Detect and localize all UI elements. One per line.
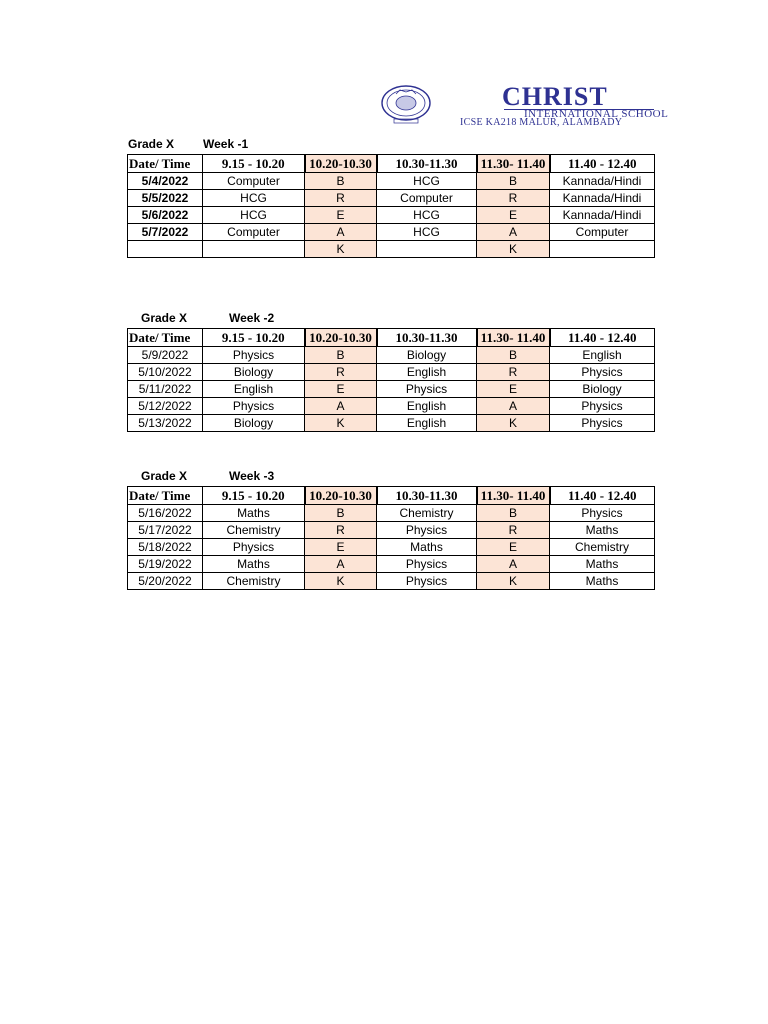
column-header: 11.30- 11.40 [477, 155, 550, 173]
subject-cell: Physics [203, 398, 305, 415]
column-header: 11.40 - 12.40 [550, 155, 655, 173]
table-row [128, 347, 655, 364]
column-header: 10.20-10.30 [305, 487, 377, 505]
break-cell: K [477, 573, 550, 590]
school-name: CHRIST [502, 82, 608, 111]
break-cell: B [305, 505, 377, 522]
subject-cell: Chemistry [203, 573, 305, 590]
subject-cell [203, 241, 305, 258]
subject-cell: Chemistry [203, 522, 305, 539]
table-row [128, 539, 655, 556]
grade-label: Grade X [141, 469, 188, 483]
subject-cell: Maths [203, 556, 305, 573]
column-header: 11.30- 11.40 [477, 487, 550, 505]
subject-cell: English [377, 398, 477, 415]
break-cell: R [477, 522, 550, 539]
subject-cell: Physics [203, 347, 305, 364]
subject-cell: Physics [377, 556, 477, 573]
subject-cell: Maths [377, 539, 477, 556]
column-header: 10.20-10.30 [305, 155, 377, 173]
column-header: 11.40 - 12.40 [550, 487, 655, 505]
subject-cell: Physics [377, 573, 477, 590]
timetable-week-3 [127, 486, 655, 590]
break-cell: R [477, 364, 550, 381]
subject-cell: Physics [377, 522, 477, 539]
subject-cell: HCG [377, 173, 477, 190]
subject-cell: English [377, 415, 477, 432]
column-header: Date/ Time [128, 329, 203, 347]
subject-cell: Biology [550, 381, 655, 398]
date-cell: 5/20/2022 [128, 573, 203, 590]
subject-cell: HCG [203, 207, 305, 224]
column-header: Date/ Time [128, 487, 203, 505]
break-cell: R [477, 190, 550, 207]
date-cell: 5/17/2022 [128, 522, 203, 539]
subject-cell: English [377, 364, 477, 381]
week-label: Week -1 [203, 137, 249, 151]
date-cell: 5/4/2022 [128, 173, 203, 190]
table-row [128, 556, 655, 573]
week-label: Week -3 [229, 469, 275, 483]
table-header-row [128, 155, 655, 173]
column-header: 10.30-11.30 [377, 329, 477, 347]
column-header: 10.30-11.30 [377, 487, 477, 505]
table-row [128, 190, 655, 207]
date-cell: 5/5/2022 [128, 190, 203, 207]
break-cell: B [305, 173, 377, 190]
subject-cell: Maths [203, 505, 305, 522]
break-cell: A [305, 224, 377, 241]
subject-cell: Physics [550, 364, 655, 381]
table-row [128, 241, 655, 258]
timetable-week-1 [127, 154, 655, 258]
break-cell: A [305, 398, 377, 415]
school-header [380, 82, 669, 128]
subject-cell: Kannada/Hindi [550, 207, 655, 224]
break-cell: B [477, 173, 550, 190]
subject-cell: English [203, 381, 305, 398]
column-header: 9.15 - 10.20 [203, 487, 305, 505]
break-cell: K [477, 241, 550, 258]
date-cell: 5/18/2022 [128, 539, 203, 556]
subject-cell: Maths [550, 522, 655, 539]
grade-label: Grade X [141, 311, 188, 325]
break-cell: R [305, 190, 377, 207]
subject-cell: HCG [203, 190, 305, 207]
break-cell: R [305, 364, 377, 381]
table-row [128, 173, 655, 190]
break-cell: K [477, 415, 550, 432]
subject-cell: Kannada/Hindi [550, 173, 655, 190]
break-cell: K [305, 415, 377, 432]
subject-cell: Biology [203, 364, 305, 381]
school-seal-icon [380, 84, 432, 124]
subject-cell: Physics [203, 539, 305, 556]
break-cell: A [477, 556, 550, 573]
break-cell: K [305, 241, 377, 258]
subject-cell: Computer [203, 173, 305, 190]
date-cell [128, 241, 203, 258]
subject-cell: Computer [550, 224, 655, 241]
subject-cell: Maths [550, 573, 655, 590]
table-row [128, 573, 655, 590]
grade-label: Grade X [128, 137, 175, 151]
subject-cell: Computer [377, 190, 477, 207]
subject-cell: Physics [550, 398, 655, 415]
date-cell: 5/6/2022 [128, 207, 203, 224]
date-cell: 5/12/2022 [128, 398, 203, 415]
break-cell: A [305, 556, 377, 573]
break-cell: E [305, 207, 377, 224]
break-cell: K [305, 573, 377, 590]
column-header: 11.30- 11.40 [477, 329, 550, 347]
date-cell: 5/19/2022 [128, 556, 203, 573]
date-cell: 5/13/2022 [128, 415, 203, 432]
subject-cell [377, 241, 477, 258]
table-header-row [128, 487, 655, 505]
subject-cell: HCG [377, 224, 477, 241]
break-cell: E [305, 539, 377, 556]
column-header: 10.20-10.30 [305, 329, 377, 347]
break-cell: B [477, 347, 550, 364]
subject-cell: Computer [203, 224, 305, 241]
subject-cell: HCG [377, 207, 477, 224]
table-row [128, 381, 655, 398]
table-row [128, 364, 655, 381]
break-cell: E [477, 381, 550, 398]
column-header: 9.15 - 10.20 [203, 155, 305, 173]
break-cell: E [477, 207, 550, 224]
subject-cell [550, 241, 655, 258]
subject-cell: Physics [377, 381, 477, 398]
timetable-week-2 [127, 328, 655, 432]
subject-cell: Physics [550, 415, 655, 432]
subject-cell: Physics [550, 505, 655, 522]
subject-cell: Maths [550, 556, 655, 573]
table-header-row [128, 329, 655, 347]
date-cell: 5/10/2022 [128, 364, 203, 381]
subject-cell: English [550, 347, 655, 364]
table-row [128, 398, 655, 415]
table-row [128, 415, 655, 432]
column-header: 9.15 - 10.20 [203, 329, 305, 347]
date-cell: 5/16/2022 [128, 505, 203, 522]
break-cell: B [477, 505, 550, 522]
school-address: ICSE KA218 MALUR, ALAMBADY [460, 117, 623, 128]
subject-cell: Kannada/Hindi [550, 190, 655, 207]
column-header: 11.40 - 12.40 [550, 329, 655, 347]
break-cell: A [477, 224, 550, 241]
school-subtitle: INTERNATIONAL SCHOOL [524, 108, 669, 120]
table-row [128, 522, 655, 539]
week-label: Week -2 [229, 311, 275, 325]
table-row [128, 224, 655, 241]
subject-cell: Chemistry [377, 505, 477, 522]
date-cell: 5/7/2022 [128, 224, 203, 241]
date-cell: 5/11/2022 [128, 381, 203, 398]
date-cell: 5/9/2022 [128, 347, 203, 364]
column-header: 10.30-11.30 [377, 155, 477, 173]
break-cell: E [305, 381, 377, 398]
break-cell: E [477, 539, 550, 556]
subject-cell: Biology [203, 415, 305, 432]
break-cell: B [305, 347, 377, 364]
table-row [128, 505, 655, 522]
column-header: Date/ Time [128, 155, 203, 173]
subject-cell: Biology [377, 347, 477, 364]
break-cell: R [305, 522, 377, 539]
break-cell: A [477, 398, 550, 415]
subject-cell: Chemistry [550, 539, 655, 556]
table-row [128, 207, 655, 224]
